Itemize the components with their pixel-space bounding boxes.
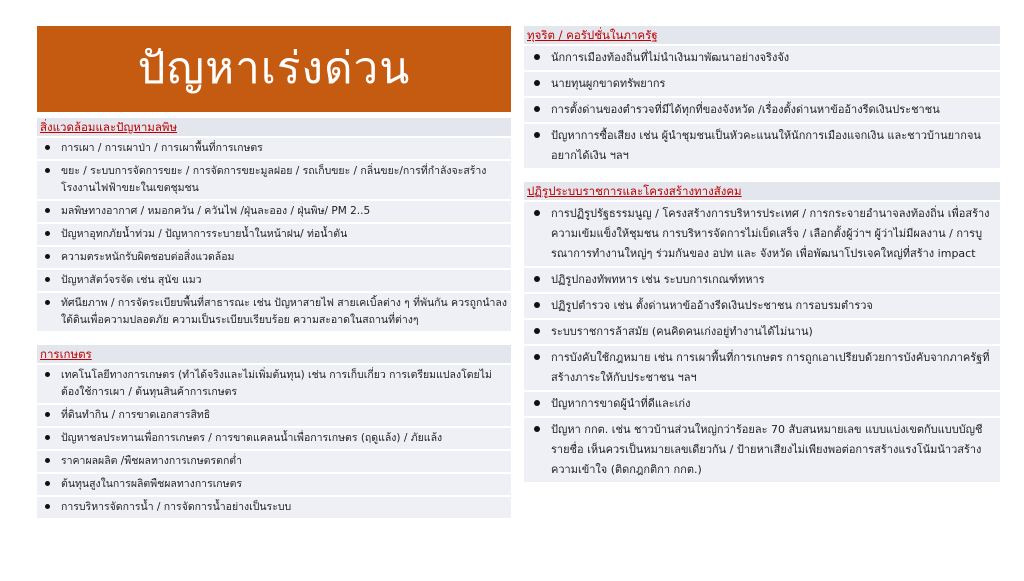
list-item: ต้นทุนสูงในการผลิตพืชผลทางการเกษตร	[37, 474, 511, 495]
section-heading-corruption: ทุจริต / คอรัปชั่นในภาครัฐ	[524, 26, 1000, 44]
list-item: ระบบราชการล้าสมัย (คนคิดคนเก่งอยู่ทำงานได้ไม่นาน)	[524, 320, 1000, 344]
list-item: ทัศนียภาพ / การจัดระเบียบพื้นที่สาธารณะ เช่น ปัญหาสายไฟ สายเคเบิ้ลต่าง ๆ ที่พันกัน ควรถูกนำลงใต้ดินเพื่อความปลอดภัย ความเป็นระเบียบเรียบร้อย ความสะอาดในสถานที่ต่างๆ	[37, 293, 511, 331]
list-item: นักการเมืองท้องถิ่นที่ไม่นำเงินมาพัฒนาอย่างจริงจัง	[524, 46, 1000, 70]
list-item: ราคาผลผลิต /พืชผลทางการเกษตรตกต่ำ	[37, 451, 511, 472]
list-item: การปฏิรูปรัฐธรรมนูญ / โครงสร้างการบริหารประเทศ / การกระจายอำนาจลงท้องถิ่น เพื่อสร้างความเข้มแข็งให้ชุมชน การบริหารจัดการไม่เบ็ดเสร็จ / เลือกตั้งผู้ว่าฯ ผู้ว่าไม่มีผลงาน / การบูรณาการทำงานใหญ่ๆ ร่วมกันของ อปท และ จังหวัด เพื่อพัฒนาโปรเจคใหญ่ที่สร้าง impact	[524, 202, 1000, 266]
section-heading-agriculture: การเกษตร	[37, 345, 511, 363]
page-title: ปัญหาเร่งด่วน	[137, 43, 411, 94]
right-column	[524, 26, 1000, 484]
list-item: ขยะ / ระบบการจัดการขยะ / การจัดการขยะมูลฝอย / รถเก็บขยะ / กลิ่นขยะ/การที่กำลังจะสร้างโรงงานไฟฟ้าขยะในเขตชุมชน	[37, 161, 511, 199]
list-item: ปัญหาอุทกภัยน้ำท่วม / ปัญหาการระบายน้ำในหน้าฝน/ ท่อน้ำตัน	[37, 224, 511, 245]
left-column	[37, 26, 511, 520]
list-item: ปัญหาการซื้อเสียง เช่น ผู้นำชุมชนเป็นหัวคะแนนให้นักการเมืองแจกเงิน และชาวบ้านยากจนอยากได้เงิน ฯลฯ	[524, 124, 1000, 168]
environment-list	[37, 138, 511, 331]
section-heading-reform: ปฏิรูประบบราชการและโครงสร้างทางสังคม	[524, 182, 1000, 200]
list-item: ความตระหนักรับผิดชอบต่อสิ่งแวดล้อม	[37, 247, 511, 268]
list-item: ปฏิรูปกองทัพทหาร เช่น ระบบการเกณฑ์ทหาร	[524, 268, 1000, 292]
list-item: เทคโนโลยีทางการเกษตร (ทำได้จริงและไม่เพิ่มต้นทุน) เช่น การเก็บเกี่ยว การเตรียมแปลงโดยไม่ต้องใช้การเผา / ต้นทุนสินค้าการเกษตร	[37, 365, 511, 403]
agriculture-list	[37, 365, 511, 518]
list-item: การบริหารจัดการน้ำ / การจัดการน้ำอย่างเป็นระบบ	[37, 497, 511, 518]
list-item: การตั้งด่านของตำรวจที่มีได้ทุกที่ของจังหวัด /เรื่องตั้งด่านหาข้ออ้างรีดเงินประชาชน	[524, 98, 1000, 122]
list-item: ปัญหาชลประทานเพื่อการเกษตร / การขาดแคลนน้ำเพื่อการเกษตร (ฤดูแล้ง) / ภัยแล้ง	[37, 428, 511, 449]
corruption-list	[524, 46, 1000, 168]
list-item: ที่ดินทำกิน / การขาดเอกสารสิทธิ	[37, 405, 511, 426]
list-item: การบังคับใช้กฎหมาย เช่น การเผาพื้นที่การเกษตร การถูกเอาเปรียบด้วยการบังคับจากภาครัฐที่สร้างภาระให้กับประชาชน ฯลฯ	[524, 346, 1000, 390]
list-item: การเผา / การเผาป่า / การเผาพื้นที่การเกษตร	[37, 138, 511, 159]
title-banner	[37, 26, 511, 112]
list-item: ปฏิรูปตำรวจ เช่น ตั้งด่านหาข้ออ้างรีดเงินประชาชน การอบรมตำรวจ	[524, 294, 1000, 318]
section-heading-environment: สิ่งแวดล้อมและปัญหามลพิษ	[37, 118, 511, 136]
list-item: ปัญหา กกต. เช่น ชาวบ้านส่วนใหญ่กว่าร้อยละ 70 สับสนหมายเลข แบบแบ่งเขตกับแบบบัญชีรายชื่อ เห็นควรเป็นหมายเลขเดียวกัน / ป้ายหาเสียงไม่เพียงพอต่อการสร้างแรงโน้มน้าวสร้างความเข้าใจ (ติดกฎกติกา กกต.)	[524, 418, 1000, 482]
list-item: ปัญหาสัตว์จรจัด เช่น สุนัข แมว	[37, 270, 511, 291]
list-item: นายทุนผูกขาดทรัพยากร	[524, 72, 1000, 96]
list-item: ปัญหาการขาดผู้นำที่ดีและเก่ง	[524, 392, 1000, 416]
list-item: มลพิษทางอากาศ / หมอกควัน / ควันไฟ /ฝุ่นละออง / ฝุ่นพิษ/ PM 2..5	[37, 201, 511, 222]
reform-list	[524, 202, 1000, 482]
